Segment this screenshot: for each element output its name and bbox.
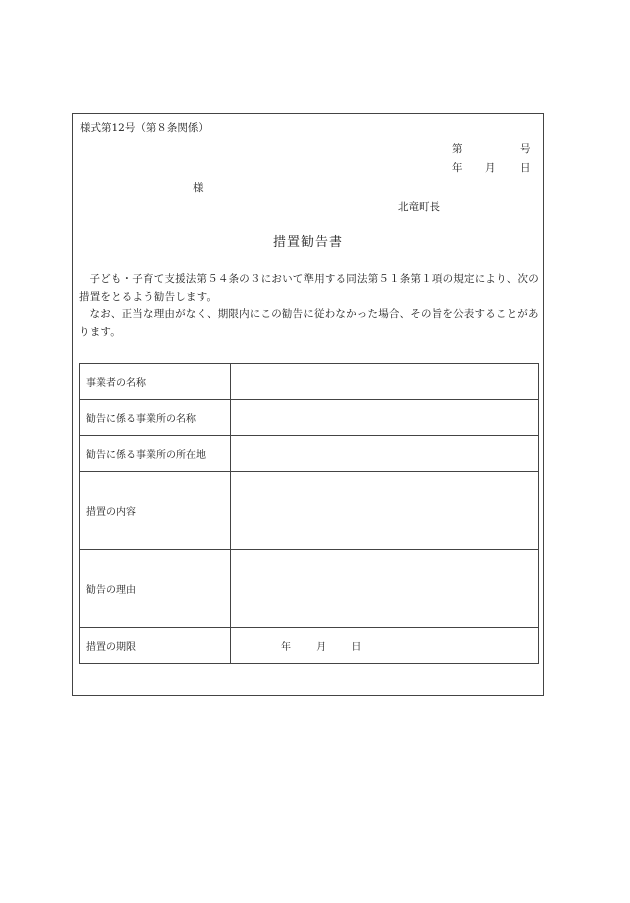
document-title: 措置勧告書 bbox=[272, 235, 343, 250]
row-value bbox=[231, 472, 539, 550]
row-value bbox=[231, 400, 539, 436]
deadline-year: 年 bbox=[281, 642, 291, 653]
row-label: 事業者の名称 bbox=[80, 364, 231, 400]
row-value bbox=[231, 550, 539, 628]
table-row bbox=[80, 436, 539, 472]
date-day: 日 bbox=[520, 162, 531, 174]
number-prefix: 第 bbox=[452, 143, 463, 155]
deadline-month: 月 bbox=[316, 642, 327, 653]
row-label: 措置の内容 bbox=[80, 472, 231, 550]
row-label: 勧告の理由 bbox=[80, 550, 231, 628]
paragraph-2: なお、正当な理由がなく、期限内にこの勧告に従わなかった場合、その旨を公表することがあります。 bbox=[79, 308, 539, 338]
row-label: 措置の期限 bbox=[80, 628, 231, 664]
table-row bbox=[80, 628, 539, 664]
table-row bbox=[80, 364, 539, 400]
body-text bbox=[79, 271, 541, 341]
row-label: 勧告に係る事業所の名称 bbox=[80, 400, 231, 436]
table-row bbox=[80, 550, 539, 628]
form-number: 様式第12号（第８条関係） bbox=[80, 122, 209, 134]
addressee: 様 bbox=[193, 182, 204, 194]
number-suffix: 号 bbox=[520, 143, 531, 155]
form-frame bbox=[72, 113, 544, 696]
row-label: 勧告に係る事業所の所在地 bbox=[80, 436, 231, 472]
table-row bbox=[80, 472, 539, 550]
recommendation-table bbox=[79, 363, 539, 664]
table-row bbox=[80, 400, 539, 436]
row-value bbox=[231, 436, 539, 472]
date-year: 年 bbox=[452, 162, 463, 174]
deadline-day: 日 bbox=[351, 642, 362, 653]
date-month: 月 bbox=[485, 162, 496, 174]
row-value bbox=[231, 364, 539, 400]
deadline-value bbox=[231, 628, 539, 664]
paragraph-1: 子ども・子育て支援法第５４条の３において準用する同法第５１条第１項の規定により、次の措置をとるよう勧告します。 bbox=[79, 273, 539, 303]
issuer-name: 北竜町長 bbox=[398, 201, 440, 213]
